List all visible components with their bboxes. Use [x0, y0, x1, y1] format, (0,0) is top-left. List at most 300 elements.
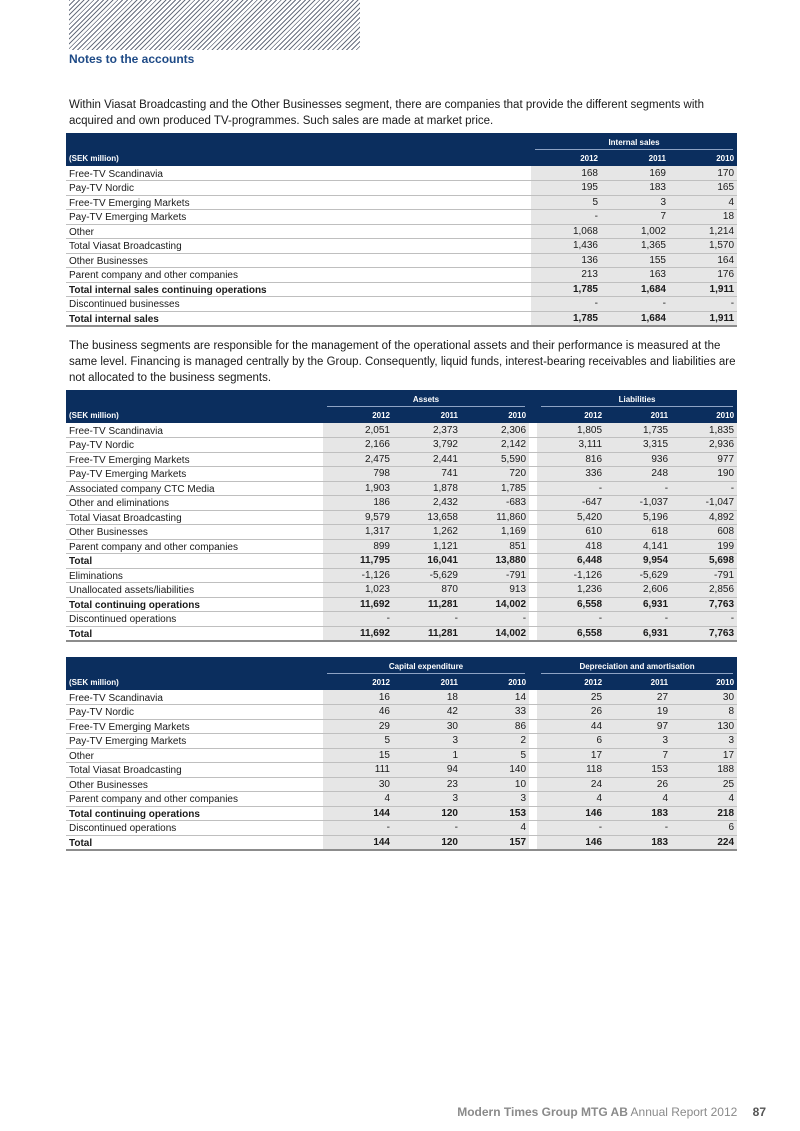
value-cell: 13,880	[461, 554, 529, 569]
row-label: Total	[66, 626, 323, 641]
value-cell: 2,606	[605, 583, 671, 598]
row-label: Total internal sales continuing operations	[66, 282, 531, 297]
row-label: Other and eliminations	[66, 496, 323, 511]
value-cell: 18	[669, 210, 737, 225]
value-cell: -	[531, 210, 601, 225]
row-label: Unallocated assets/liabilities	[66, 583, 323, 598]
value-cell: 3,111	[537, 438, 605, 453]
value-cell: 164	[669, 253, 737, 268]
value-cell: 936	[605, 452, 671, 467]
value-cell: 30	[671, 690, 737, 705]
value-cell: 188	[671, 763, 737, 778]
value-cell: 4	[605, 792, 671, 807]
value-cell: 1,911	[669, 311, 737, 326]
year-header: 2012	[323, 408, 393, 423]
value-cell: 183	[605, 835, 671, 850]
value-cell: 46	[323, 705, 393, 720]
year-header: 2012	[531, 151, 601, 166]
value-cell: 3	[393, 734, 461, 749]
value-cell: 213	[531, 268, 601, 283]
value-cell: -1,126	[323, 568, 393, 583]
footer-report: Annual Report 2012	[630, 1105, 738, 1119]
row-label: Parent company and other companies	[66, 539, 323, 554]
group-header-internal-sales: Internal sales	[531, 133, 737, 151]
value-cell: 26	[605, 777, 671, 792]
value-cell: 183	[605, 806, 671, 821]
row-label: Associated company CTC Media	[66, 481, 323, 496]
value-cell: 120	[393, 835, 461, 850]
value-cell: 168	[531, 166, 601, 181]
column-gap	[529, 626, 537, 641]
value-cell: 2,051	[323, 423, 393, 438]
value-cell: 1,903	[323, 481, 393, 496]
value-cell: 5,196	[605, 510, 671, 525]
value-cell: 1,684	[601, 282, 669, 297]
value-cell: 1,262	[393, 525, 461, 540]
column-gap	[529, 525, 537, 540]
value-cell: 183	[601, 181, 669, 196]
value-cell: 3	[671, 734, 737, 749]
row-label: Other Businesses	[66, 253, 531, 268]
value-cell: 977	[671, 452, 737, 467]
value-cell: 155	[601, 253, 669, 268]
value-cell: 26	[537, 705, 605, 720]
value-cell: -	[669, 297, 737, 312]
value-cell: 1,911	[669, 282, 737, 297]
value-cell: -1,126	[537, 568, 605, 583]
section-title: Notes to the accounts	[69, 52, 195, 66]
year-header: 2011	[601, 151, 669, 166]
value-cell: 1,735	[605, 423, 671, 438]
table-row	[66, 763, 737, 778]
table-row	[66, 452, 737, 467]
value-cell: 186	[323, 496, 393, 511]
value-cell: 5	[323, 734, 393, 749]
unit-label: (SEK million)	[66, 408, 323, 423]
value-cell: 25	[537, 690, 605, 705]
internal-sales-table	[66, 133, 737, 327]
value-cell: 3	[393, 792, 461, 807]
table-row	[66, 821, 737, 836]
value-cell: 1,317	[323, 525, 393, 540]
row-label: Other	[66, 224, 531, 239]
value-cell: 11,281	[393, 597, 461, 612]
value-cell: 11,281	[393, 626, 461, 641]
table-row	[66, 525, 737, 540]
value-cell: 3,315	[605, 438, 671, 453]
row-label: Pay-TV Nordic	[66, 705, 323, 720]
value-cell: 6	[537, 734, 605, 749]
value-cell: -	[393, 821, 461, 836]
row-label: Total Viasat Broadcasting	[66, 510, 323, 525]
value-cell: 1,068	[531, 224, 601, 239]
year-header: 2012	[537, 408, 605, 423]
value-cell: 44	[537, 719, 605, 734]
value-cell: -	[531, 297, 601, 312]
table-row	[66, 181, 737, 196]
value-cell: -791	[671, 568, 737, 583]
value-cell: 870	[393, 583, 461, 598]
value-cell: 4,141	[605, 539, 671, 554]
value-cell: 4,892	[671, 510, 737, 525]
year-header: 2011	[605, 675, 671, 690]
row-label: Free-TV Scandinavia	[66, 166, 531, 181]
value-cell: -	[605, 821, 671, 836]
table-row	[66, 792, 737, 807]
value-cell: 17	[537, 748, 605, 763]
row-label: Free-TV Emerging Markets	[66, 719, 323, 734]
value-cell: 136	[531, 253, 601, 268]
value-cell: 86	[461, 719, 529, 734]
year-header: 2011	[605, 408, 671, 423]
value-cell: 720	[461, 467, 529, 482]
table-row	[66, 806, 737, 821]
value-cell: 33	[461, 705, 529, 720]
column-gap	[529, 748, 537, 763]
column-gap	[529, 792, 537, 807]
value-cell: -647	[537, 496, 605, 511]
value-cell: -	[461, 612, 529, 627]
row-label: Free-TV Scandinavia	[66, 423, 323, 438]
table-row	[66, 268, 737, 283]
row-label: Discontinued businesses	[66, 297, 531, 312]
capex-depreciation-table	[66, 657, 737, 851]
year-header: 2011	[393, 408, 461, 423]
value-cell: -	[671, 481, 737, 496]
value-cell: 1,878	[393, 481, 461, 496]
value-cell: 14	[461, 690, 529, 705]
value-cell: 118	[537, 763, 605, 778]
table-row	[66, 835, 737, 850]
value-cell: 2	[461, 734, 529, 749]
value-cell: -5,629	[393, 568, 461, 583]
table-row	[66, 690, 737, 705]
year-header: 2011	[393, 675, 461, 690]
value-cell: 4	[671, 792, 737, 807]
value-cell: 248	[605, 467, 671, 482]
column-gap	[529, 423, 537, 438]
value-cell: 2,475	[323, 452, 393, 467]
value-cell: 153	[605, 763, 671, 778]
value-cell: 418	[537, 539, 605, 554]
table-row	[66, 210, 737, 225]
column-gap	[529, 690, 537, 705]
value-cell: 17	[671, 748, 737, 763]
value-cell: 27	[605, 690, 671, 705]
row-label: Other	[66, 748, 323, 763]
value-cell: 120	[393, 806, 461, 821]
table-row	[66, 224, 737, 239]
page-number: 87	[752, 1105, 766, 1119]
column-gap	[529, 612, 537, 627]
header-blank	[66, 133, 531, 151]
value-cell: 1,002	[601, 224, 669, 239]
value-cell: 4	[461, 821, 529, 836]
value-cell: 608	[671, 525, 737, 540]
value-cell: -	[601, 297, 669, 312]
value-cell: 165	[669, 181, 737, 196]
value-cell: 3,792	[393, 438, 461, 453]
year-header: 2012	[323, 675, 393, 690]
assets-liabilities-table	[66, 390, 737, 642]
value-cell: 130	[671, 719, 737, 734]
value-cell: -	[671, 612, 737, 627]
value-cell: 851	[461, 539, 529, 554]
page-footer	[457, 1105, 766, 1119]
value-cell: 1,214	[669, 224, 737, 239]
table-row	[66, 496, 737, 511]
value-cell: 618	[605, 525, 671, 540]
column-gap	[529, 705, 537, 720]
row-label: Total	[66, 835, 323, 850]
row-label: Pay-TV Emerging Markets	[66, 467, 323, 482]
row-label: Pay-TV Emerging Markets	[66, 734, 323, 749]
year-header: 2012	[537, 675, 605, 690]
value-cell: 1,805	[537, 423, 605, 438]
value-cell: 1,684	[601, 311, 669, 326]
value-cell: 144	[323, 835, 393, 850]
row-label: Total continuing operations	[66, 597, 323, 612]
table-row	[66, 597, 737, 612]
table-row	[66, 297, 737, 312]
column-gap	[529, 481, 537, 496]
table-row	[66, 423, 737, 438]
value-cell: 16,041	[393, 554, 461, 569]
table-row	[66, 705, 737, 720]
value-cell: 11,795	[323, 554, 393, 569]
value-cell: 218	[671, 806, 737, 821]
value-cell: 3	[601, 195, 669, 210]
table-row	[66, 777, 737, 792]
value-cell: 11,692	[323, 626, 393, 641]
value-cell: 224	[671, 835, 737, 850]
header-blank	[66, 390, 323, 408]
table-row	[66, 554, 737, 569]
value-cell: 1,023	[323, 583, 393, 598]
table-row	[66, 253, 737, 268]
value-cell: 5,590	[461, 452, 529, 467]
table-row	[66, 583, 737, 598]
value-cell: 7	[601, 210, 669, 225]
value-cell: 176	[669, 268, 737, 283]
row-label: Eliminations	[66, 568, 323, 583]
group-header-capital-expenditure: Capital expenditure	[323, 657, 529, 675]
year-header: 2010	[461, 675, 529, 690]
row-label: Total continuing operations	[66, 806, 323, 821]
year-header: 2010	[671, 408, 737, 423]
value-cell: 169	[601, 166, 669, 181]
value-cell: -	[605, 612, 671, 627]
column-gap	[529, 438, 537, 453]
value-cell: 610	[537, 525, 605, 540]
value-cell: 170	[669, 166, 737, 181]
value-cell: 18	[393, 690, 461, 705]
value-cell: -	[605, 481, 671, 496]
header-hatch-pattern	[69, 0, 360, 50]
value-cell: 9,579	[323, 510, 393, 525]
table-row	[66, 748, 737, 763]
value-cell: 2,936	[671, 438, 737, 453]
value-cell: 14,002	[461, 626, 529, 641]
value-cell: 6,931	[605, 597, 671, 612]
table-row	[66, 166, 737, 181]
value-cell: -791	[461, 568, 529, 583]
value-cell: 16	[323, 690, 393, 705]
value-cell: 1,169	[461, 525, 529, 540]
value-cell: 199	[671, 539, 737, 554]
value-cell: 146	[537, 806, 605, 821]
value-cell: 9,954	[605, 554, 671, 569]
value-cell: 163	[601, 268, 669, 283]
column-gap	[529, 467, 537, 482]
value-cell: 153	[461, 806, 529, 821]
value-cell: 111	[323, 763, 393, 778]
value-cell: 2,166	[323, 438, 393, 453]
column-gap	[529, 719, 537, 734]
value-cell: 2,432	[393, 496, 461, 511]
value-cell: 11,860	[461, 510, 529, 525]
value-cell: -	[537, 821, 605, 836]
value-cell: 1,785	[461, 481, 529, 496]
value-cell: 7	[605, 748, 671, 763]
value-cell: -	[323, 821, 393, 836]
value-cell: -	[537, 612, 605, 627]
value-cell: 146	[537, 835, 605, 850]
table-row	[66, 481, 737, 496]
value-cell: 6,931	[605, 626, 671, 641]
value-cell: 19	[605, 705, 671, 720]
year-header: 2010	[669, 151, 737, 166]
table-row	[66, 612, 737, 627]
value-cell: 5,420	[537, 510, 605, 525]
value-cell: 157	[461, 835, 529, 850]
table-row	[66, 719, 737, 734]
value-cell: 4	[323, 792, 393, 807]
value-cell: 1,835	[671, 423, 737, 438]
group-header-depreciation: Depreciation and amortisation	[537, 657, 737, 675]
row-label: Other Businesses	[66, 525, 323, 540]
column-gap	[529, 835, 537, 850]
row-label: Total internal sales	[66, 311, 531, 326]
column-gap	[529, 554, 537, 569]
group-header-liabilities: Liabilities	[537, 390, 737, 408]
value-cell: 899	[323, 539, 393, 554]
value-cell: 2,142	[461, 438, 529, 453]
value-cell: -683	[461, 496, 529, 511]
value-cell: 1,436	[531, 239, 601, 254]
table-row	[66, 734, 737, 749]
column-gap	[529, 821, 537, 836]
value-cell: 1,365	[601, 239, 669, 254]
value-cell: 1,121	[393, 539, 461, 554]
table-row	[66, 539, 737, 554]
unit-label: (SEK million)	[66, 151, 531, 166]
value-cell: 7,763	[671, 597, 737, 612]
column-gap	[529, 597, 537, 612]
value-cell: 2,306	[461, 423, 529, 438]
column-gap	[529, 496, 537, 511]
group-header-assets: Assets	[323, 390, 529, 408]
value-cell: 140	[461, 763, 529, 778]
value-cell: 816	[537, 452, 605, 467]
row-label: Other Businesses	[66, 777, 323, 792]
header-blank	[66, 657, 323, 675]
row-label: Free-TV Scandinavia	[66, 690, 323, 705]
intro-paragraph: Within Viasat Broadcasting and the Other Businesses segment, there are companies that provide the different segments with acquired and own produced TV-programmes. Such sales are made at market price.	[69, 99, 704, 127]
value-cell: 13,658	[393, 510, 461, 525]
value-cell: -	[393, 612, 461, 627]
value-cell: 97	[605, 719, 671, 734]
unit-label: (SEK million)	[66, 675, 323, 690]
value-cell: 3	[461, 792, 529, 807]
value-cell: -	[323, 612, 393, 627]
value-cell: 7,763	[671, 626, 737, 641]
table-row	[66, 438, 737, 453]
value-cell: 190	[671, 467, 737, 482]
row-label: Discontinued operations	[66, 821, 323, 836]
row-label: Parent company and other companies	[66, 792, 323, 807]
column-gap	[529, 734, 537, 749]
value-cell: 1,236	[537, 583, 605, 598]
value-cell: 5	[461, 748, 529, 763]
value-cell: 24	[537, 777, 605, 792]
value-cell: 42	[393, 705, 461, 720]
row-label: Free-TV Emerging Markets	[66, 195, 531, 210]
row-label: Free-TV Emerging Markets	[66, 452, 323, 467]
value-cell: 6,558	[537, 626, 605, 641]
value-cell: 23	[393, 777, 461, 792]
value-cell: 144	[323, 806, 393, 821]
value-cell: -1,037	[605, 496, 671, 511]
value-cell: 94	[393, 763, 461, 778]
value-cell: 3	[605, 734, 671, 749]
value-cell: 2,441	[393, 452, 461, 467]
table-row	[66, 510, 737, 525]
row-label: Pay-TV Emerging Markets	[66, 210, 531, 225]
value-cell: 2,856	[671, 583, 737, 598]
value-cell: 1	[393, 748, 461, 763]
row-label: Total Viasat Broadcasting	[66, 763, 323, 778]
value-cell: -1,047	[671, 496, 737, 511]
value-cell: 25	[671, 777, 737, 792]
footer-company: Modern Times Group MTG AB	[457, 1105, 628, 1119]
row-label: Total Viasat Broadcasting	[66, 239, 531, 254]
row-label: Pay-TV Nordic	[66, 181, 531, 196]
value-cell: 6,558	[537, 597, 605, 612]
value-cell: 10	[461, 777, 529, 792]
value-cell: 1,785	[531, 311, 601, 326]
value-cell: 6	[671, 821, 737, 836]
value-cell: -5,629	[605, 568, 671, 583]
value-cell: 29	[323, 719, 393, 734]
row-label: Discontinued operations	[66, 612, 323, 627]
value-cell: 798	[323, 467, 393, 482]
value-cell: 1,785	[531, 282, 601, 297]
table-row	[66, 239, 737, 254]
row-label: Total	[66, 554, 323, 569]
column-gap	[529, 777, 537, 792]
column-gap	[529, 539, 537, 554]
column-gap	[529, 583, 537, 598]
column-gap	[529, 510, 537, 525]
value-cell: 1,570	[669, 239, 737, 254]
segments-paragraph: The business segments are responsible for the management of the operational assets and their performance is measured at the same level. Financing is managed centrally by the Group. Consequently, liquid funds, interest-bearing receivables and liabilities are not allocated to the business segments.	[69, 340, 736, 384]
column-gap	[529, 452, 537, 467]
value-cell: 2,373	[393, 423, 461, 438]
value-cell: 4	[537, 792, 605, 807]
table-row	[66, 568, 737, 583]
table-row	[66, 282, 737, 297]
